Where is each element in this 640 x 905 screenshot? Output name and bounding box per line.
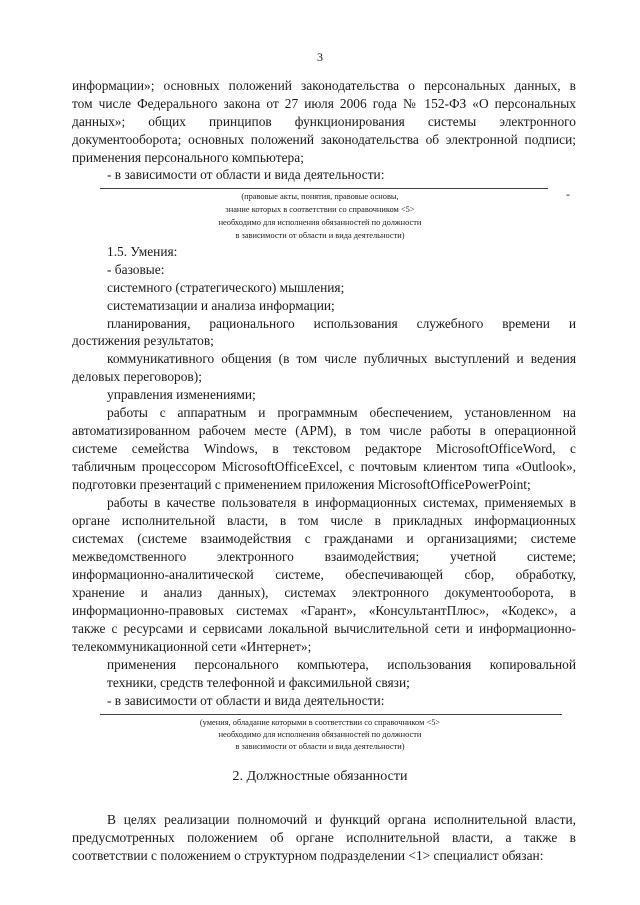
text-line: информационно-правовых системах «Гарант», «КонсультантПлюс», «Кодекс», а [72,603,576,618]
text-line: органе исполнительной власти, в том числе в прикладных информационных [72,513,576,528]
section-title: 2. Должностные обязанности [232,769,408,784]
text-line: табличным процессором MicrosoftOfficeExcel, с почтовым клиентом типа «Outlook», [72,459,576,474]
footnote-caption: в зависимости от области и вида деятельности) [235,742,405,751]
text-line: - в зависимости от области и вида деятельности: [107,167,385,182]
text-line: телекоммуникационной сети «Интернет»; [72,639,312,654]
footnote-caption: необходимо для исполнения обязанностей по должности [218,218,422,227]
text-line: - базовые: [107,262,165,277]
trailing-mark: - [566,187,570,201]
text-line: документооборота; основных положений законодательства об электронной подписи; [72,132,576,147]
text-line: системах (системе взаимодействия с гражданами и организациями; системе [72,531,576,546]
text-line: 1.5. Умения: [107,244,178,259]
footnote-caption: необходимо для исполнения обязанностей по должности [218,730,422,739]
text-line: хранение и анализ данных), системах электронного документооборота, в [72,585,576,600]
text-line: том числе Федерального закона от 27 июля 2006 года № 152-ФЗ «О персональных [72,96,576,111]
text-line: соответствии с положением о структурном подразделении <1> специалист обязан: [72,848,544,863]
footnote-caption: знание которых в соответствии со справочником <5> [225,205,415,214]
footnote-caption: (умения, обладание которыми в соответствии со справочником <5> [199,718,441,727]
text-line: автоматизированном рабочем месте (АРМ), в том числе работы в операционной [72,423,576,438]
text-line: управления изменениями; [107,387,256,402]
text-line: коммуникативного общения (в том числе публичных выступлений и ведения [107,351,576,366]
text-line: подготовки презентаций с применением приложения MicrosoftOfficePowerPoint; [72,477,531,492]
text-line: В целях реализации полномочий и функций органа исполнительной власти, [107,812,576,827]
footnote-caption: в зависимости от области и вида деятельности) [235,231,405,240]
text-line: системного (стратегического) мышления; [107,280,345,295]
text-line: систематизации и анализа информации; [107,298,335,313]
text-line: - в зависимости от области и вида деятельности: [107,693,385,708]
text-line: работы с аппаратным и программным обеспечением, установленном на [107,405,576,420]
text-line: техники, средств телефонной и факсимильной связи; [107,675,410,690]
text-line: также с ресурсами и сервисами локальной вычислительной сети и информационно- [72,621,576,636]
text-line: деловых переговоров); [72,369,202,384]
text-line: планирования, рационального использования служебного времени и [107,316,576,331]
text-line: достижения результатов; [72,333,214,348]
page-number: 3 [317,50,323,64]
text-line: применения персонального компьютера; [72,150,304,165]
text-line: работы в качестве пользователя в информационных системах, применяемых в [107,495,576,510]
text-line: данных»; общих принципов функционирования системы электронного [72,114,576,129]
fill-in-line [100,714,562,715]
footnote-caption: (правовые акты, понятия, правовые основы, [241,192,399,201]
text-line: межведомственного электронного взаимодействия; учетной системе; [72,549,576,564]
text-line: предусмотренных положением об органе исполнительной власти, а также в [72,830,576,845]
fill-in-line [100,188,548,189]
text-line: информации»; основных положений законодательства о персональных данных, в [72,78,576,93]
text-line: применения персонального компьютера, использования копировальной [107,657,576,672]
text-line: информационно-аналитической системе, обеспечивающей сбор, обработку, [72,567,576,582]
text-line: системе семейства Windows, в текстовом редакторе MicrosoftOfficeWord, с [72,441,576,456]
